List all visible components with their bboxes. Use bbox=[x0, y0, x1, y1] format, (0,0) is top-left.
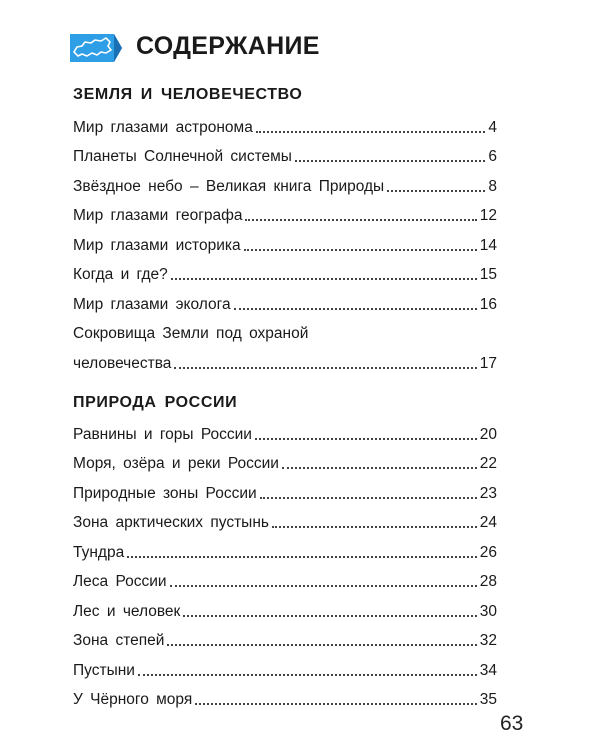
toc-entry-page: 8 bbox=[488, 177, 497, 195]
toc-entry-page: 4 bbox=[488, 118, 497, 136]
dot-leader bbox=[245, 219, 476, 221]
toc-entry-title: Равнины и горы России bbox=[73, 425, 252, 443]
toc-entry-page: 16 bbox=[479, 295, 497, 313]
dot-leader bbox=[170, 585, 477, 587]
toc-entry[interactable] bbox=[73, 197, 497, 227]
toc-entry-title-continued: человечества bbox=[73, 354, 172, 372]
dot-leader bbox=[272, 526, 477, 528]
toc-entry-page: 6 bbox=[488, 148, 497, 165]
russia-map-icon bbox=[70, 32, 124, 64]
toc-entry-title: Зона арктических пустынь bbox=[73, 514, 269, 531]
dot-leader bbox=[167, 644, 476, 646]
toc-entry-page: 23 bbox=[479, 484, 497, 502]
toc-entry-page: 28 bbox=[479, 573, 497, 590]
toc-list-earth bbox=[73, 108, 497, 374]
toc-entry-page: 32 bbox=[479, 632, 497, 649]
dot-leader bbox=[195, 703, 476, 705]
toc-list-russia bbox=[73, 415, 497, 710]
toc-entry-page: 14 bbox=[479, 236, 497, 254]
toc-entry-title: Мир глазами астронома bbox=[73, 118, 253, 136]
toc-entry-title: У Чёрного моря bbox=[73, 691, 193, 708]
toc-entry-page: 22 bbox=[479, 455, 497, 472]
section-heading-russia: ПРИРОДА РОССИИ bbox=[73, 394, 238, 411]
dot-leader bbox=[295, 160, 485, 162]
toc-entry-page: 17 bbox=[479, 354, 497, 372]
toc-header bbox=[70, 28, 370, 68]
toc-entry[interactable] bbox=[73, 138, 497, 168]
toc-entry-title: Природные зоны России bbox=[73, 484, 257, 502]
toc-entry[interactable] bbox=[73, 563, 497, 593]
toc-entry-page: 20 bbox=[479, 425, 497, 443]
toc-entry-multiline-top[interactable] bbox=[73, 315, 497, 345]
toc-entry[interactable] bbox=[73, 167, 497, 197]
dot-leader bbox=[183, 615, 476, 617]
toc-entry-page: 30 bbox=[479, 602, 497, 620]
toc-entry-title: Когда и где? bbox=[73, 266, 168, 283]
toc-entry-page: 15 bbox=[479, 266, 497, 283]
toc-entry-title: Пустыни bbox=[73, 661, 135, 679]
toc-entry-title: Мир глазами историка bbox=[73, 236, 241, 254]
toc-entry[interactable] bbox=[73, 445, 497, 475]
toc-entry[interactable] bbox=[73, 415, 497, 445]
toc-entry-title: Мир глазами географа bbox=[73, 207, 243, 224]
toc-entry[interactable] bbox=[73, 285, 497, 315]
section-heading-earth: ЗЕМЛЯ И ЧЕЛОВЕЧЕСТВО bbox=[73, 86, 303, 103]
dot-leader bbox=[234, 308, 477, 310]
toc-entry[interactable] bbox=[73, 504, 497, 534]
toc-entry-page: 12 bbox=[479, 207, 497, 224]
toc-entry[interactable] bbox=[73, 256, 497, 286]
dot-leader bbox=[256, 131, 486, 133]
toc-entry[interactable] bbox=[73, 681, 497, 711]
dot-leader bbox=[174, 367, 476, 369]
toc-entry-page: 24 bbox=[479, 514, 497, 531]
toc-entry-title: Зона степей bbox=[73, 632, 165, 649]
toc-entry-title: Тундра bbox=[73, 543, 125, 561]
toc-entry-title: Планеты Солнечной системы bbox=[73, 148, 292, 165]
toc-entry-title: Моря, озёра и реки России bbox=[73, 455, 279, 472]
toc-entry-page: 35 bbox=[479, 691, 497, 708]
dot-leader bbox=[387, 190, 485, 192]
toc-entry-page: 34 bbox=[479, 661, 497, 679]
toc-entry[interactable] bbox=[73, 474, 497, 504]
toc-entry[interactable] bbox=[73, 651, 497, 681]
toc-entry-title: Сокровища Земли под охраной bbox=[73, 325, 309, 342]
toc-entry[interactable] bbox=[73, 622, 497, 652]
toc-entry[interactable] bbox=[73, 226, 497, 256]
dot-leader bbox=[138, 674, 477, 676]
toc-entry[interactable] bbox=[73, 533, 497, 563]
toc-entry-title: Лес и человек bbox=[73, 602, 181, 620]
dot-leader bbox=[260, 497, 477, 499]
toc-entry[interactable] bbox=[73, 592, 497, 622]
dot-leader bbox=[255, 438, 477, 440]
toc-entry-multiline-bottom[interactable] bbox=[73, 344, 497, 374]
toc-entry-title: Леса России bbox=[73, 573, 167, 590]
dot-leader bbox=[244, 249, 477, 251]
page-number: 63 bbox=[500, 712, 524, 735]
page-title: СОДЕРЖАНИЕ bbox=[136, 32, 320, 60]
toc-entry[interactable] bbox=[73, 108, 497, 138]
dot-leader bbox=[127, 556, 477, 558]
toc-entry-title: Мир глазами эколога bbox=[73, 295, 231, 313]
toc-entry-title: Звёздное небо – Великая книга Природы bbox=[73, 177, 385, 195]
dot-leader bbox=[171, 278, 477, 280]
toc-entry-page: 26 bbox=[479, 543, 497, 561]
dot-leader bbox=[282, 467, 477, 469]
